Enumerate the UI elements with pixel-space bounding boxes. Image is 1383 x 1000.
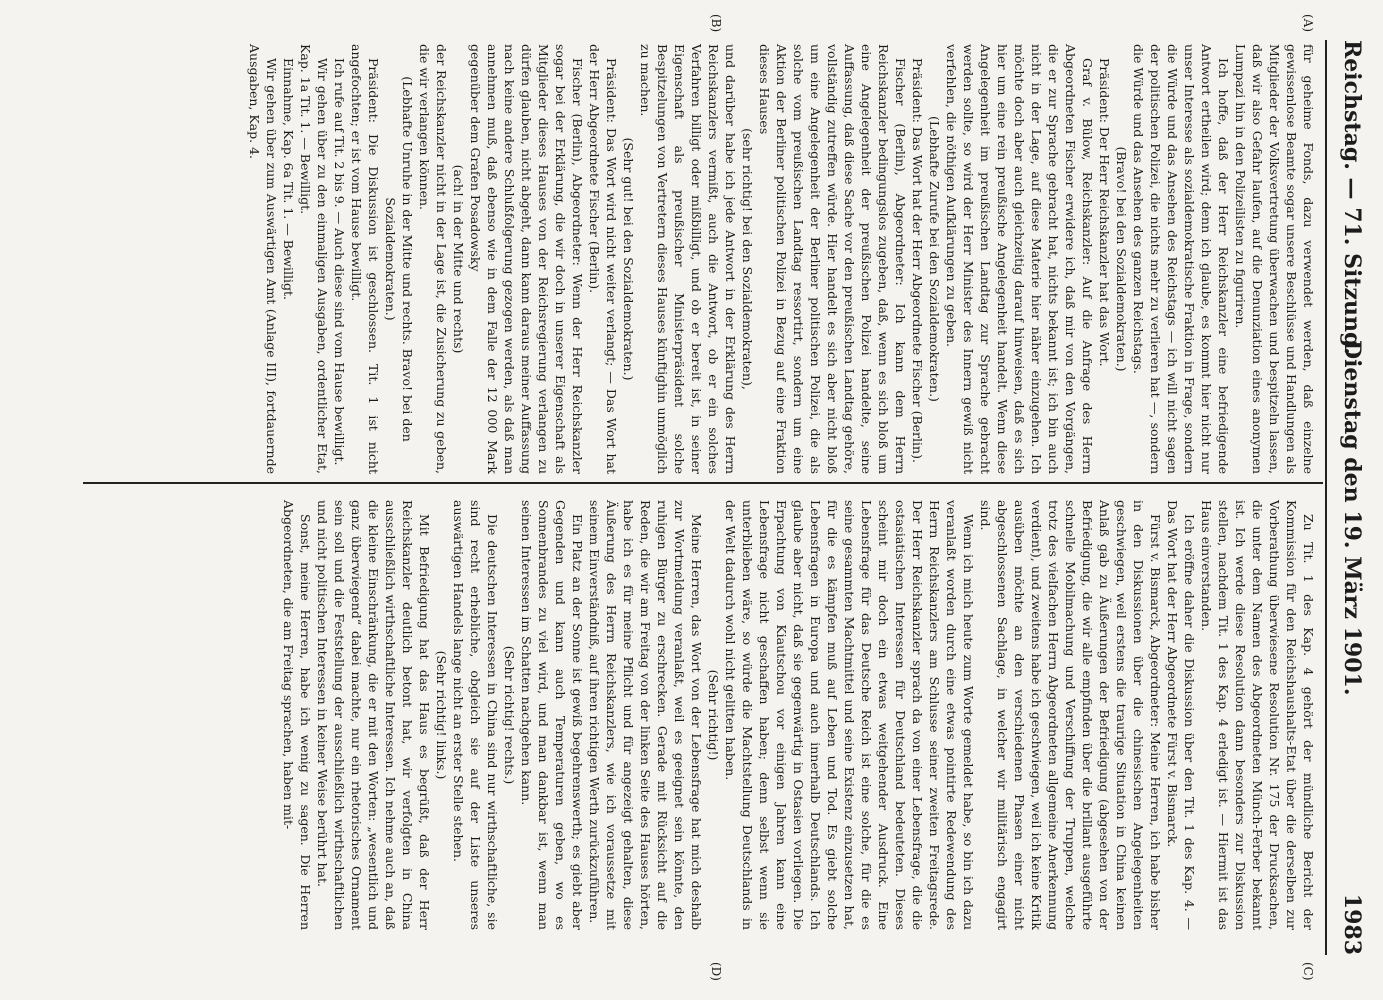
paragraph: Graf v. Bülow, Reichskanzler: Auf die Anfrage des Herrn Abgeordneten Fischer erwidere ich, daß mir von den Vorgängen, die er zur Sprache gebracht hat, nichts bekannt ist; ich bin auch nicht in der Lage, auf diese Materie hier näher einzugehen. Ich möchte doch aber auch gleichzeitig darauf hinweisen, daß es sich hier um eine rein preußische Angelegenheit handelt. Wenn diese Angelegenheit im preußischen Landtag zur Sprache gebracht werden sollte, so wird der Herr Minister des Innern gewiß nicht verfehlen, die nöthigen Aufklärungen zu geben. [944, 44, 1095, 474]
interjection: (Lebhafte Unruhe in der Mitte und rechts. Bravo! bei den Sozialdemokraten.) [383, 76, 415, 442]
paragraph: Fischer (Berlin), Abgeordneter: Wenn der Herr Reichskanzler sogar bei der Erklärung, die wir doch in unserer Eigenschaft als Mitglieder dieses Hauses von der Reichsregierung verlangen zu dürfen glauben, nicht abgeht, dann kann daraus meiner Auffassung nach keine andere Schlußfolgerung gezogen werden, als daß man annehmen muß, daß ebenso wie in dem Falle der 12 000 Mark gegenüber dem Grafen Posadowsky [468, 44, 585, 474]
interjection: (sehr richtig! bei den Sozialdemokraten), [740, 128, 755, 390]
page-number: 1983 [1339, 893, 1365, 955]
paragraph: Ich hoffe, daß der Herr Reichskanzler eine befriedigende Antwort ertheilen wird; denn ich glaube, es kommt hier nicht nur unser Interesse als sozialdemokratische Fraktion in Frage, sondern die Würde und das Ansehen des Reichstags — ich will nicht sagen der politischen Polizei, die nichts mehr zu verlieren hat —, sondern die Würde und das Ansehen des ganzen Reichstags. [1131, 44, 1231, 474]
paragraph: Die deutschen Interessen in China sind nur wirthschaftliche, sie sind recht erhebliche, obgleich sie auf der Liste unseres auswärtigen Handels lange nicht an erster Stelle stehen. [451, 500, 500, 930]
header-left: Reichstag. — 71. Sitzung. [1339, 40, 1365, 356]
paragraph: Zu Tit. 1 des Kap. 4 gehört der mündliche Bericht der Kommission für den Reichshaushalts-Etat über die derselben zur Vorberathung überwiesene Resolution Nr. 175 der Drucksachen, die unter dem Namen des Abgeordneten Münch-Ferber bekannt ist. Ich werde diese Resolution dann besonders zur Diskussion stellen, nachdem Tit. 1 des Kap. 4 erledigt ist. — Hiermit ist das Haus einverstanden. [1199, 500, 1316, 930]
header-date: Dienstag den 19. März 1901. [1339, 340, 1365, 696]
paragraph: Sonst, meine Herren, habe ich wenig zu sagen. Die Herren Abgeordneten, die am Freitag sprachen, haben mit- [281, 500, 313, 930]
paragraph: Wir gehen über zum Auswärtigen Amt (Anlage III), fortdauernde Ausgaben, Kap. 4. [247, 44, 279, 474]
interjection: (Sehr gut! bei den Sozialdemokraten.) [621, 137, 636, 381]
interjection: (Sehr richtig! rechts.) [502, 645, 517, 785]
column-rule [83, 482, 1323, 484]
margin-marker-d: (D) [709, 962, 723, 981]
paragraph: Ich rufe auf Tit. 2 bis 9. — Auch diese sind vom Hause bewilligt. [332, 58, 347, 466]
paragraph: Wenn ich mich heute zum Worte gemeldet habe, so bin ich dazu veranlaßt worden durch eine etwas pointirte Redewendung des Herrn Reichskanzlers am Schlusse seiner zweiten Freitagsrede. Der Herr Reichskanzler sprach da von einer Lebensfrage, die die ostasiatischen Interessen für Deutschland bedeuteten. Dieses scheint mir doch ein etwas weitgehender Ausdruck. Eine Lebensfrage für das Deutsche Reich ist eine solche, für die es seine gesammten Machtmittel und seine Existenz einzusetzen hat, für die es kämpfen muß auf Leben und Tod. Es giebt solche Lebensfragen in Europa und auch innerhalb Deutschlands. Ich glaube aber nicht, daß sie gegenwärtig in Ostasien vorliegen. Die Erpachtung von Kiautschou vor einigen Jahren kann eine Lebensfrage nicht geschaffen haben; denn selbst wenn sie unterblieben wäre, so würde die Machtstellung Deutschlands in der Welt dadurch wohl nicht gelitten haben. [723, 500, 976, 930]
right-column [280, 500, 1317, 930]
margin-marker-c: (C) [1301, 962, 1315, 981]
left-column [246, 44, 1317, 474]
margin-marker-a: (A) [1301, 14, 1315, 33]
header-rule [1325, 40, 1327, 955]
paragraph: Meine Herren, das Wort von der Lebensfrage hat mich deshalb zur Wortmeldung veranlaßt, weil es geeignet sein könnte, den ruhigen Bürger zu erschrecken. Gerade mit Rücksicht auf die Reden, die wir am Freitag von der linken Seite des Hauses hörten, habe ich es für meine Pflicht und für angezeigt gehalten, diese Äußerung des Herrn Reichskanzlers, wie ich voraussetze mit seinem Einverständniß, auf ihren richtigen Werth zurückzuführen. [587, 500, 704, 930]
interjection: (Sehr richtig!) [706, 669, 721, 761]
paragraph: Präsident: Der Herr Reichskanzler hat das Wort. [1097, 58, 1112, 367]
interjection: (Lebhafte Zurufe bei den Sozialdemokraten.) [927, 116, 942, 402]
paragraph: Mit Befriedigung hat das Haus es begrüßt, daß der Herr Reichskanzler deutlich betont hat, wir verfolgten in China ausschließlich wirthschaftliche Interessen. Ich nehme auch an, daß die kleine Einschränkung, die er mit den Worten: „wesentlich und ganz überwiegend“ dabei machte, nur ein rhetorisches Ornament sein soll und die Feststellung der ausschließlich wirthschaftlichen und nicht politischen Interessen in keiner Weise berührt hat. [315, 500, 432, 930]
paragraph: Fürst v. Bismarck, Abgeordneter: Meine Herren, ich habe bisher in den Diskussionen über die chinesischen Angelegenheiten geschwiegen, weil erstens die traurige Situation in China keinen Anlaß gab zu Äußerungen der Befriedigung (abgesehen von der Befriedigung, die wir alle empfinden über die brillant ausgeführte schnelle Mobilmachung und Verschiffung der Truppen, welche trotz des vielfachen Herrn Abgeordneten allgemeine Anerkennung verdient), und zweitens habe ich geschwiegen, weil ich keine Kritik ausüben möchte an den verschiedenen Phasen einer nicht abgeschlossenen Sachlage, in welcher wir militärisch engagirt sind. [978, 500, 1163, 930]
paragraph: Präsident: Das Wort wird nicht weiter verlangt; — Das Wort hat der Herr Abgeordnete Fischer (Berlin). [587, 44, 619, 474]
interjection: (ach! in der Mitte und rechts) [451, 164, 466, 354]
paragraph: Ich eröffne daher die Diskussion über den Tit. 1 des Kap. 4. — Das Wort hat der Herr Abgeordnete Fürst v. Bismarck. [1165, 500, 1197, 930]
paragraph: Präsident: Das Wort hat der Herr Abgeordnete Fischer (Berlin). [910, 58, 925, 463]
paragraph: Einnahme, Kap. 6a Tit. 1. — Bewilligt. [281, 58, 296, 300]
paragraph: Fischer (Berlin), Abgeordneter: Ich kann dem Herrn Reichskanzler bedingungslos zugeben, daß, wenn es sich bloß um eine Angelegenheit der preußischen Polizei handelte, seine Auffassung, daß diese Sache vor den preußischen Landtag gehöre, vollständig zutreffen würde. Hier handelt es sich aber nicht bloß um eine Angelegenheit der Berliner politischen Polizei, die als solche vom preußischen Landtag ressortirt, sondern um eine Aktion der Berliner politischen Polizei in Bezug auf eine Fraktion dieses Hauses [757, 44, 908, 474]
paragraph: und darüber habe ich jede Antwort in der Erklärung des Herrn Reichskanzlers vermißt, auch die Antwort, ob er ein solches Verfahren billigt oder mißbilligt, und ob er bereit ist, in seiner Eigenschaft als preußischer Ministerpräsident solche Bespitzelungen von Vertretern dieses Hauses künftighin unmöglich zu machen. [638, 44, 738, 474]
margin-marker-b: (B) [709, 14, 723, 33]
interjection: (Bravo! bei den Sozialdemokraten.) [1114, 146, 1129, 372]
interjection: (Sehr richtig! links.) [434, 650, 449, 780]
paragraph: der Reichskanzler nicht in der Lage ist, die Zusicherung zu geben, die wir verlangen können. [417, 44, 449, 474]
paragraph: Wir gehen über zu den einmaligen Ausgaben, ordentlicher Etat, Kap. 1a Tit. 1. — Bewilligt. [298, 44, 330, 474]
page-header [1335, 40, 1365, 955]
paragraph: Ein Platz an der Sonne ist gewiß begehrenswerth; es giebt aber Gegenden und kann auch Temperaturen geben, wo es Sonnenbrandes zu viel wird, und man dankbar ist, wenn man seinen Interessen im Schatten nachgehen kann. [519, 500, 585, 930]
paragraph: Präsident: Die Diskussion ist geschlossen. Tit. 1 ist nicht angefochten; er ist vom Hause bewilligt. [349, 44, 381, 474]
paragraph: für geheime Fonds, dazu verwendet werden, daß einzelne gewissenlose Beamte sogar unsere Beschlüsse und Handlungen als Mitglieder der Volksvertretung überwachen und bespitzeln lassen, daß wir also Gefahr laufen, auf die Denunziation eines anonymen Lumpazi hin in den Polizeilisten zu figuriren. [1233, 44, 1316, 474]
